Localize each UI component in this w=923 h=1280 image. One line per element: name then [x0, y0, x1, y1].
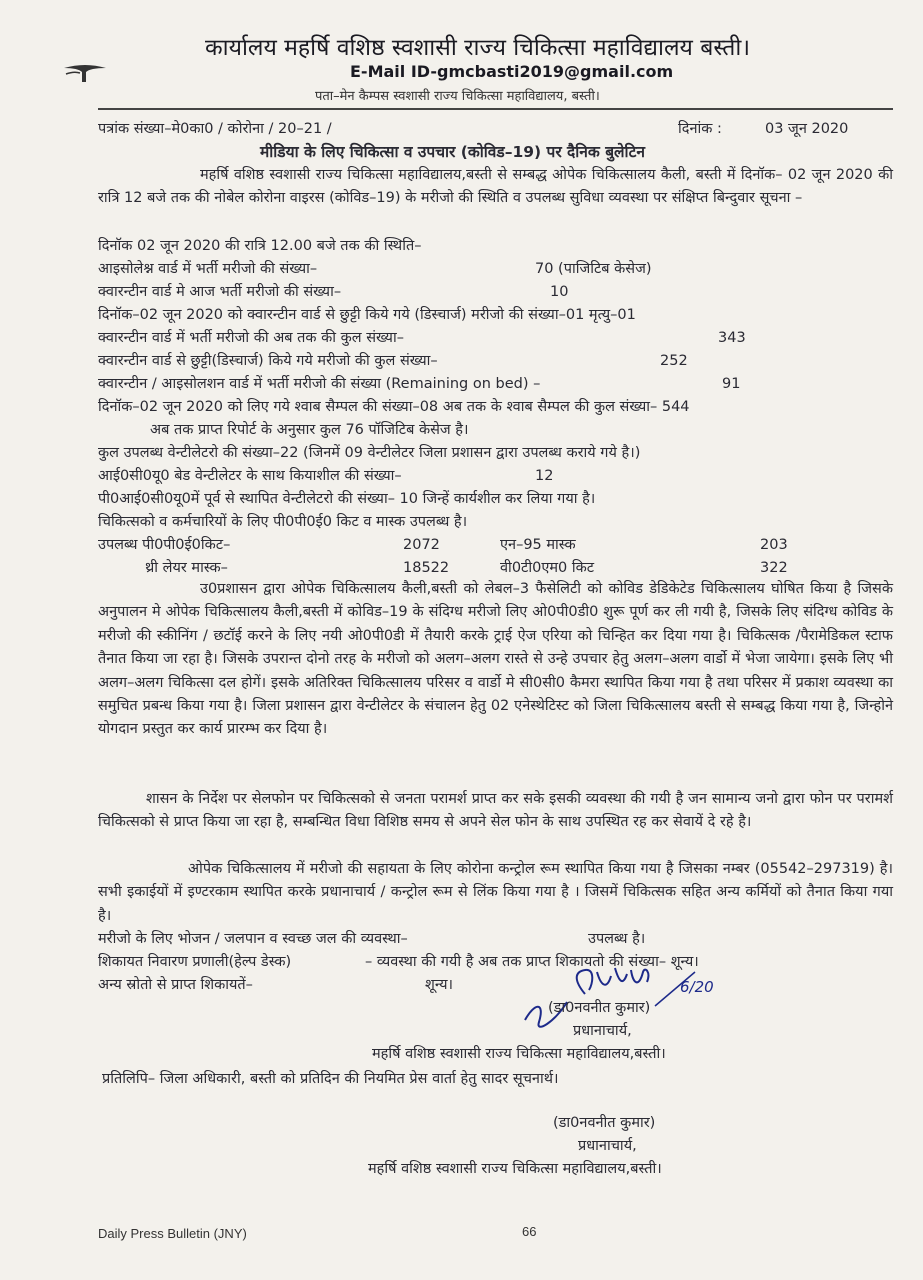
- stat-isolation-value: 70 (पाजिटिब केसेज): [535, 261, 652, 277]
- signature1-designation: प्रधानाचार्य,: [573, 1023, 632, 1039]
- page-number: 66: [522, 1224, 537, 1239]
- ppe-kit-label: उपलब्ध पी0पी0ई0किट–: [98, 537, 231, 553]
- n95-label: एन–95 मास्क: [500, 537, 576, 553]
- other-complaints-value: शून्य।: [425, 977, 454, 993]
- signature1-handwritten-date: 6/20: [680, 978, 714, 996]
- n95-value: 203: [760, 537, 788, 553]
- stat-discharged-total-label: क्वारन्टीन वार्ड से छुट्टी(डिस्चार्ज) किये गये मरीजो की कुल संख्या–: [98, 353, 438, 369]
- stat-quarantine-today-value: 10: [550, 284, 569, 300]
- date-label: दिनांक :: [678, 121, 722, 137]
- paragraph-phone-consultation: शासन के निर्देश पर सेलफोन पर चिकित्सको से जनता परामर्श प्राप्त कर सके इसकी व्यवस्था की गयी है जन सामान्य जनो द्वारा फोन पर परामर्श चिकित्सको से प्राप्त किया जा रहा है, सम्बन्धित विधा विशिष्ठ समय से अपने सेल फोन के साथ उपस्थित रह कर सेवायें दे रहे है।: [98, 791, 893, 831]
- ventilator-line: कुल उपलब्ध वेन्टीलेटरो की संख्या–22 (जिनमें 09 वेन्टीलेटर जिला प्रशासन द्वारा उपलब्ध कराये गये है।): [98, 445, 641, 461]
- header-divider: [98, 108, 893, 110]
- bulletin-title: मीडिया के लिए चिकित्सा व उपचार (कोविड–19) पर दैनिक बुलेटिन: [260, 143, 645, 161]
- stat-discharged-total-value: 252: [660, 353, 688, 369]
- other-complaints-label: अन्य स्रोतो से प्राप्त शिकायतें–: [98, 977, 253, 993]
- three-layer-mask-value: 18522: [403, 560, 450, 576]
- signature2-org: महर्षि वशिष्ठ स्वशासी राज्य चिकित्सा महाविद्यालय,बस्ती।: [368, 1161, 662, 1177]
- complaint-label: शिकायत निवारण प्रणाली(हेल्प डेस्क): [98, 954, 292, 970]
- paragraph-control-room: ओपेक चिकित्सालय में मरीजो की सहायता के लिए कोरोना कन्ट्रोल रूम स्थापित किया गया है जिसका नम्बर (05542–297319) है। सभी इकाईयों में इण्टरकाम स्थापित करके प्रधानाचार्य / कन्ट्रोल रूम से लिंक किया गया है । जिसमें चिकित्सक सहित अन्य कर्मियों को तैनात किया गया है।: [98, 861, 893, 924]
- footer-bulletin-label: Daily Press Bulletin (JNY): [98, 1226, 247, 1241]
- stat-quarantine-total-label: क्वारन्टीन वार्ड में भर्ती मरीजो की अब तक की कुल संख्या–: [98, 330, 404, 346]
- complaint-value: – व्यवस्था की गयी है अब तक प्राप्त शिकायतो की संख्या– शून्य।: [365, 954, 699, 970]
- intro-paragraph: महर्षि वशिष्ठ स्वशासी राज्य चिकित्सा महाविद्यालय,बस्ती से सम्बद्ध ओपेक चिकित्सालय कैली, बस्ती में दिनॉक– 02 जून 2020 की रात्रि 12 बजे तक की नोबेल कोरोना वाइरस (कोविड–19) के मरीजो की स्थिति व उपलब्ध सुविधा व्यवस्था पर संक्षिप्त बिन्दुवार सूचना –: [98, 167, 893, 207]
- copy-to-line: प्रतिलिपि– जिला अधिकारी, बस्ती को प्रतिदिन की नियमित प्रेस वार्ता हेतु सादर सूचनार्थ।: [102, 1071, 559, 1087]
- report-line: अब तक प्राप्त रिपोर्ट के अनुसार कुल 76 पॉजिटिब केसेज है।: [150, 422, 469, 438]
- signature2-name: (डा0नवनीत कुमार): [553, 1115, 656, 1131]
- swab-line: दिनॉक–02 जून 2020 को लिए गये श्वाब सैम्पल की संख्या–08 अब तक के श्वाब सैम्पल की कुल संख्या– 544: [98, 399, 690, 415]
- vtm-kit-value: 322: [760, 560, 788, 576]
- office-title: कार्यालय महर्षि वशिष्ठ स्वशासी राज्य चिकित्सा महाविद्यालय बस्ती।: [205, 35, 751, 61]
- vtm-kit-label: वी0टी0एम0 किट: [500, 560, 595, 576]
- status-heading: दिनॉक 02 जून 2020 की रात्रि 12.00 बजे तक की स्थिति–: [98, 238, 422, 254]
- stat-isolation-label: आइसोलेश्न वार्ड में भर्ती मरीजो की संख्या–: [98, 261, 318, 277]
- ppe-kit-value: 2072: [403, 537, 440, 553]
- signature2-designation: प्रधानाचार्य,: [578, 1138, 637, 1154]
- food-value: उपलब्ध है।: [588, 931, 646, 947]
- icu-label: आई0सी0यू0 बेड वेन्टीलेटर के साथ कियाशील की संख्या–: [98, 468, 402, 484]
- paragraph-covid-facility: उ0प्रशासन द्वारा ओपेक चिकित्सालय कैली,बस्ती को लेबल–3 फैसेलिटी को कोविड डेडिकेटेड चिकित्सालय घोषित किया है जिसके अनुपालन मे ओपेक चिकित्सालय कैली,बस्ती में कोविड–19 के संदिग्ध मरीजो लिए ओ0पी0डी0 शुरू पूर्ण कर ली गयी है, जिसके लिए संदिग्ध कोविड के मरीजो की स्कीनिंग / छटॉई करने के लिए नयी ओ0पी0डी में तैयारी करके ट्राई ऐज एरिया को चिन्हित कर दिया गया है। चिकित्सक /पैरामेडिकल स्टाफ तैनात किया जा रहा है। जिसके उपरान्त दोनो तरह के मरीजो को अलग–अलग रास्ते से उन्हे उपचार हेतु अलग–अलग वार्डो में भेजा जायेगा। इसके लिए भी अलग–अलग चिकित्सा दल होगें। इसके अतिरिक्त चिकित्सालय परिसर व वार्डो मे सी0सी0 कैमरा स्थापित किया गया है तथा परिसर में प्रकाश व्यवस्था का समुचित प्रबन्ध किया गया है। जिला प्रशासन द्वारा वेन्टीलेटर के संचालन हेतु 02 एनेस्थेटिस्ट को जिला चिकित्सालय बस्ती से सम्बद्ध किया गया है, जिन्होने योगदान प्रस्तुत कर कार्य प्रारम्भ कर दिया है।: [98, 581, 893, 738]
- stat-remaining-label: क्वारन्टीन / आइसोलशन वार्ड में भर्ती मरीजो की संख्या (Remaining on bed) –: [98, 376, 541, 392]
- date-value: 03 जून 2020: [765, 121, 849, 137]
- signature1-name: (डा0नवनीत कुमार): [548, 1000, 651, 1016]
- picu-line: पी0आई0सी0यू0में पूर्व से स्थापित वेन्टीलेटरो की संख्या– 10 जिन्हें कार्यशील कर लिया गया है।: [98, 491, 596, 507]
- ppe-line: चिकित्सको व कर्मचारियों के लिए पी0पी0ई0 किट व मास्क उपलब्ध है।: [98, 514, 468, 530]
- stat-remaining-value: 91: [722, 376, 741, 392]
- food-label: मरीजो के लिए भोजन / जलपान व स्वच्छ जल की व्यवस्था–: [98, 931, 408, 947]
- stat-quarantine-today-label: क्वारन्टीन वार्ड मे आज भर्ती मरीजो की संख्या–: [98, 284, 342, 300]
- office-address: पता–मेन कैम्पस स्वशासी राज्य चिकित्सा महाविद्यालय, बस्ती।: [315, 89, 600, 104]
- signature1-org: महर्षि वशिष्ठ स्वशासी राज्य चिकित्सा महाविद्यालय,बस्ती।: [372, 1046, 666, 1062]
- stat-discharge-line: दिनॉक–02 जून 2020 को क्वारन्टीन वार्ड से छुट्टी किये गये (डिस्चार्ज) मरीजो की संख्या–01 मृत्यु–01: [98, 307, 636, 323]
- emblem-icon: [60, 62, 110, 84]
- office-email: E-Mail ID-gmcbasti2019@gmail.com: [350, 62, 674, 81]
- reference-number: पत्रांक संख्या–मे0का0 / कोरोना / 20–21 /: [98, 121, 332, 137]
- three-layer-mask-label: थ्री लेयर मास्क–: [145, 560, 228, 576]
- icu-value: 12: [535, 468, 554, 484]
- stat-quarantine-total-value: 343: [718, 330, 746, 346]
